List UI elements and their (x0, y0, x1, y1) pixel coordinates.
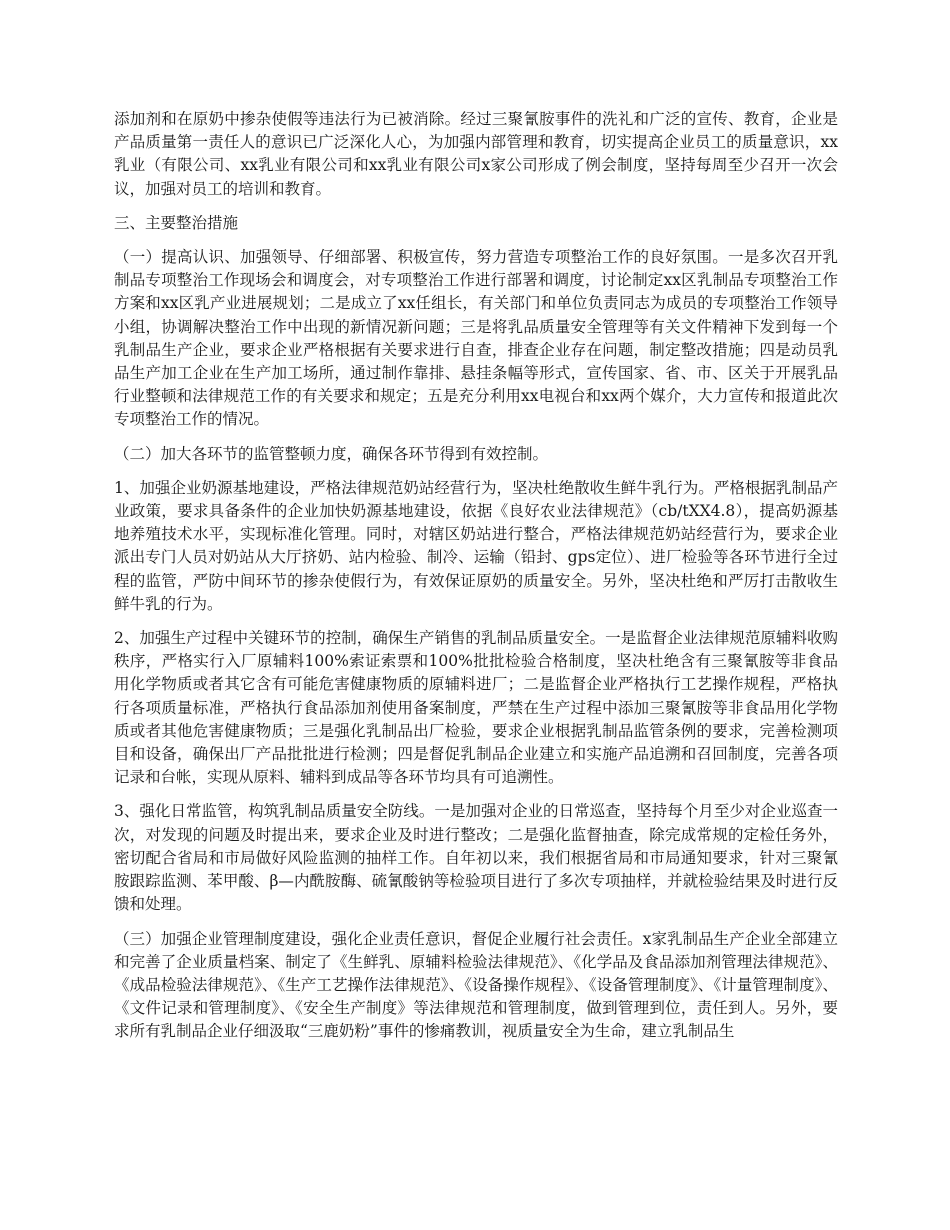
paragraph-item-3: 3、强化日常监管，构筑乳制品质量安全防线。一是加强对企业的日常巡查，坚持每个月至少对企业巡查一次，对发现的问题及时提出来，要求企业及时进行整改；二是强化监督抽查，除完成常规的定检任务外，密切配合省局和市局做好风险监测的抽样工作。自年初以来，我们根据省局和市局通知要求，针对三聚氰胺跟踪监测、苯甲酸、β—内酰胺酶、硫氰酸钠等检验项目进行了多次专项抽样，并就检验结果及时进行反馈和处理。 (114, 802, 838, 914)
paragraph-measure-3: （三）加强企业管理制度建设，强化企业责任意识，督促企业履行社会责任。x家乳制品生产企业全部建立和完善了企业质量档案、制定了《生鲜乳、原辅料检验法律规范》、《化学品及食品添加剂管理法律规范》、《成品检验法律规范》、《生产工艺操作法律规范》、《设备操作规程》、《设备管理制度》、《计量管理制度》、《文件记录和管理制度》、《安全生产制度》等法律规范和管理制度，做到管理到位，责任到人。另外，要求所有乳制品企业仔细汲取“三鹿奶粉”事件的惨痛教训，视质量安全为生命，建立乳制品生 (114, 929, 838, 1041)
document-page (114, 108, 838, 1055)
paragraph-item-1: 1、加强企业奶源基地建设，严格法律规范奶站经营行为，坚决杜绝散收生鲜牛乳行为。严格根据乳制品产业政策，要求具备条件的企业加快奶源基地建设，依据《良好农业法律规范》（cb/tXX4.8），提高奶源基地养殖技术水平，实现标准化管理。同时，对辖区奶站进行整合，严格法律规范奶站经营行为，要求企业派出专门人员对奶站从大厅挤奶、站内检验、制冷、运输（铅封、gps定位）、进厂检验等各环节进行全过程的监管，严防中间环节的掺杂使假行为，有效保证原奶的质量安全。另外，坚决杜绝和严厉打击散收生鲜牛乳的行为。 (114, 478, 838, 613)
section-heading: 三、主要整治措施 (114, 213, 239, 232)
paragraph-measure-2-heading: （二）加大各环节的监管整顿力度，确保各环节得到有效控制。 (114, 444, 549, 463)
paragraph-measure-1: （一）提高认识、加强领导、仔细部署、积极宣传，努力营造专项整治工作的良好氛围。一是多次召开乳制品专项整治工作现场会和调度会，对专项整治工作进行部署和调度，讨论制定xx区乳制品专项整治工作方案和xx区乳产业进展规划；二是成立了xx任组长，有关部门和单位负责同志为成员的专项整治工作领导小组，协调解决整治工作中出现的新情况新问题；三是将乳品质量安全管理等有关文件精神下发到每一个乳制品生产企业，要求企业严格根据有关要求进行自查，排查企业存在问题，制定整改措施；四是动员乳品生产加工企业在生产加工场所，通过制作靠排、悬挂条幅等形式，宣传国家、省、市、区关于开展乳品行业整顿和法律规范工作的有关要求和规定；五是充分利用xx电视台和xx两个媒介，大力宣传和报道此次专项整治工作的情况。 (114, 248, 838, 429)
paragraph-item-2: 2、加强生产过程中关键环节的控制，确保生产销售的乳制品质量安全。一是监督企业法律规范原辅料收购秩序，严格实行入厂原辅料100%索证索票和100%批批检验合格制度，坚决杜绝含有三聚氰胺等非食品用化学物质或者其它含有可能危害健康物质的原辅料进厂；二是监督企业严格执行工艺操作规程，严格执行各项质量标准，严格执行食品添加剂使用备案制度，严禁在生产过程中添加三聚氰胺等非食品用化学物质或者其他危害健康物质；三是强化乳制品出厂检验，要求企业根据乳制品监管条例的要求，完善检测项目和设备，确保出厂产品批批进行检测；四是督促乳制品企业建立和实施产品追溯和召回制度，完善各项记录和台帐，实现从原料、辅料到成品等各环节均具有可追溯性。 (114, 629, 838, 787)
paragraph-intro: 添加剂和在原奶中掺杂使假等违法行为已被消除。经过三聚氰胺事件的洗礼和广泛的宣传、教育，企业是产品质量第一责任人的意识已广泛深化人心，为加强内部管理和教育，切实提高企业员工的质量意识，xx乳业（有限公司、xx乳业有限公司和xx乳业有限公司x家公司形成了例会制度，坚持每周至少召开一次会议，加强对员工的培训和教育。 (114, 110, 838, 198)
